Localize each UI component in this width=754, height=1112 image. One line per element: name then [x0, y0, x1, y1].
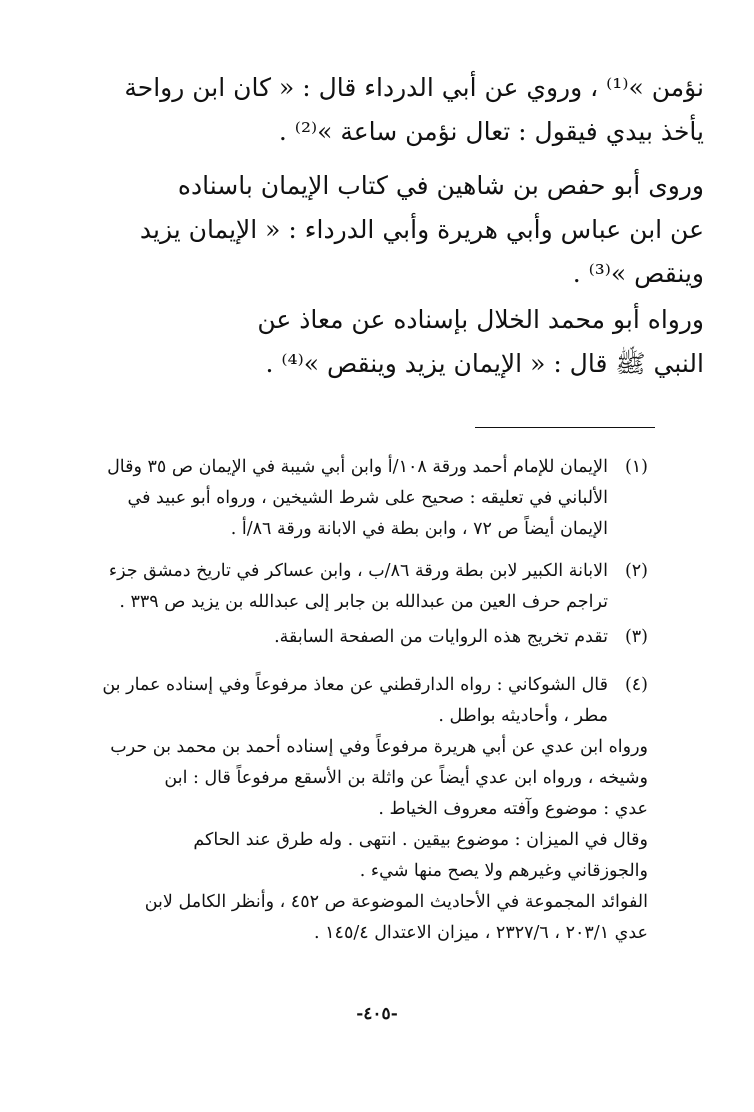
footnote-line: الإيمان أيضاً ص ٧٢ ، وابن بطة في الابانة ورقة ٨٦/أ .: [230, 519, 608, 539]
main-line: نؤمن »⁽¹⁾ ، وروي عن أبي الدرداء قال : « كان ابن رواحة: [124, 73, 704, 102]
footnote-line: قال الشوكاني : رواه الدارقطني عن معاذ مرفوعاً وفي إسناده عمار بن: [102, 675, 608, 695]
footnote-number: (٤): [624, 675, 648, 695]
footnote-line: عدي : موضوع وآفته معروف الخياط .: [378, 799, 648, 819]
footnote-line: ورواه ابن عدي عن أبي هريرة مرفوعاً وفي إسناده أحمد بن محمد بن حرب: [110, 737, 648, 757]
footnote-1: [100, 452, 648, 545]
footnote-number: (١): [624, 457, 648, 477]
footnote-4: [100, 670, 648, 732]
footnote-line: الإيمان للإمام أحمد ورقة ١٠٨/أ وابن أبي شيبة في الإيمان ص ٣٥ وقال: [107, 457, 608, 477]
main-line: يأخذ بيدي فيقول : تعال نؤمن ساعة »⁽²⁾ .: [278, 117, 704, 146]
footnote-line: الفوائد المجموعة في الأحاديث الموضوعة ص ٤٥٢ ، وأنظر الكامل لابن: [144, 892, 648, 912]
footnote-line: الألباني في تعليقه : صحيح على شرط الشيخين ، ورواه أبو عبيد في: [127, 488, 608, 508]
main-line: وينقص »⁽³⁾ .: [572, 259, 704, 288]
footnote-line: وشيخه ، ورواه ابن عدي أيضاً عن واثلة بن الأسقع مرفوعاً قال : ابن: [164, 768, 648, 788]
main-paragraph: [98, 164, 704, 296]
footnote-line: مطر ، وأحاديثه بواطل .: [438, 706, 608, 726]
main-text: [98, 66, 704, 154]
footnote-number: (٣): [624, 627, 648, 647]
footnote-line: تراجم حرف العين من عبدالله بن جابر إلى عبدالله بن يزيد ص ٣٣٩ .: [119, 592, 608, 612]
footnote-2: [100, 556, 648, 618]
main-line: عن ابن عباس وأبي هريرة وأبي الدرداء : « الإيمان يزيد: [139, 215, 704, 244]
footnote-number: (٢): [624, 561, 648, 581]
footnote-separator: [475, 427, 655, 428]
footnote-line: عدي ٢٠٣/١ ، ٢٣٢٧/٦ ، ميزان الاعتدال ١٤٥/٤ .: [314, 923, 648, 943]
footnote-3: [100, 622, 648, 653]
footnote-line: الابانة الكبير لابن بطة ورقة ٨٦/ب ، وابن عساكر في تاريخ دمشق جزء: [108, 561, 608, 581]
main-line: وروى أبو حفص بن شاهين في كتاب الإيمان باسناده: [177, 171, 704, 200]
footnotes: [100, 452, 648, 982]
main-paragraph: [98, 298, 704, 386]
main-line: النبي ﷺ قال : « الإيمان يزيد وينقص »⁽⁴⁾ .: [265, 349, 704, 378]
page-number: -٤٠٥-: [356, 1004, 398, 1024]
footnote-4-continuation: [100, 732, 648, 949]
main-line: ورواه أبو محمد الخلال بإسناده عن معاذ عن: [257, 305, 704, 334]
footnote-line: والجوزقاني وغيرهم ولا يصح منها شيء .: [359, 861, 648, 881]
footnote-line: وقال في الميزان : موضوع بيقين . انتهى . وله طرق عند الحاكم: [193, 830, 648, 850]
footnote-line: تقدم تخريج هذه الروايات من الصفحة السابقة.: [274, 627, 608, 647]
